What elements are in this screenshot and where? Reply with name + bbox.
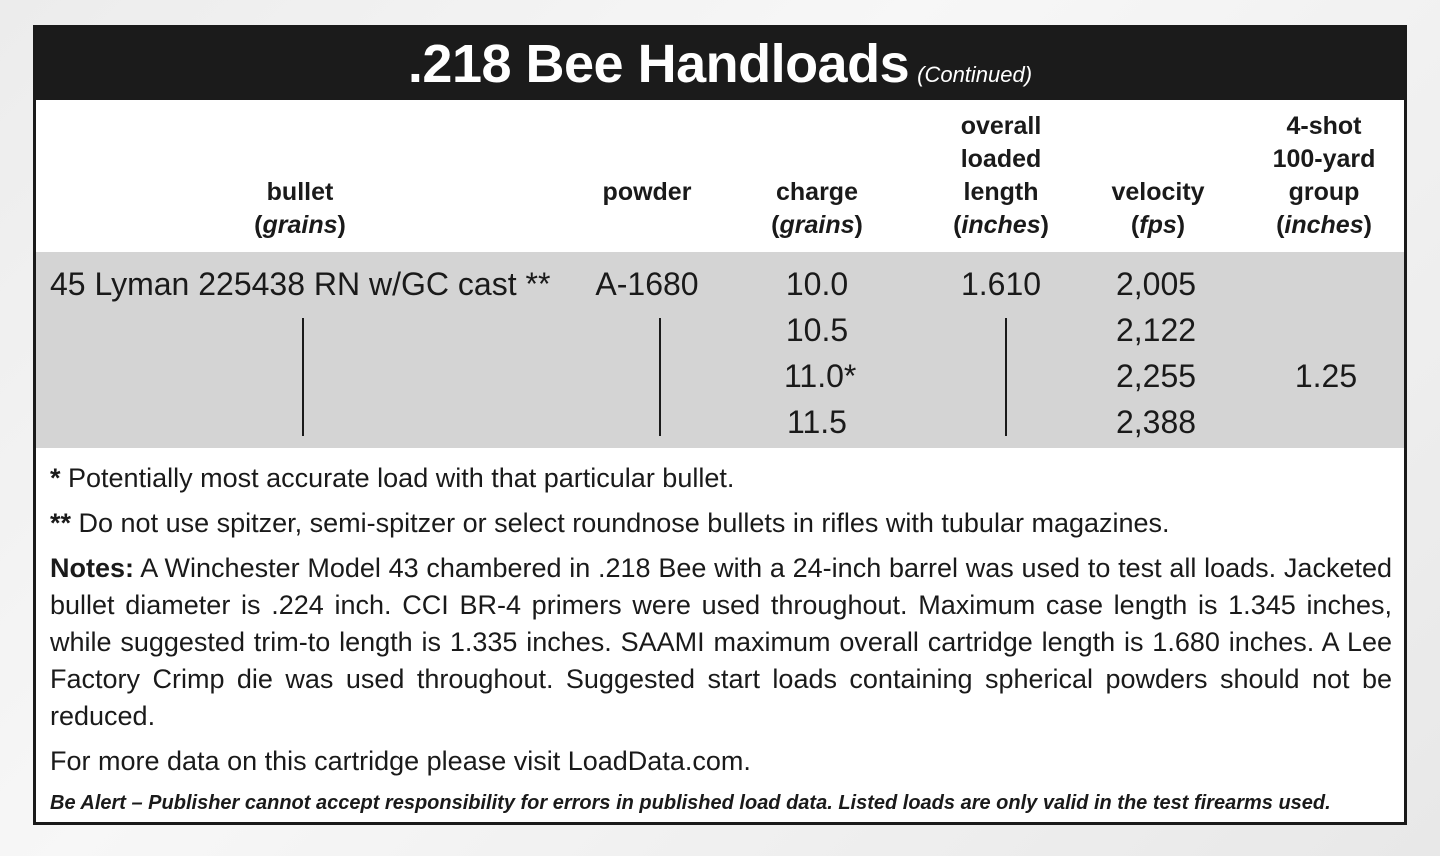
- ditto-line-bullet: [302, 318, 304, 436]
- title-bar: [36, 28, 1404, 100]
- column-headers: [36, 100, 1404, 252]
- cell-charge: 10.5: [785, 312, 849, 348]
- header-group: 4-shot 100-yard group (inches): [1272, 112, 1376, 239]
- alert-disclaimer: Be Alert – Publisher cannot accept responsibility for errors in published load data. Listed loads are only valid in the test firearms used.: [50, 792, 1331, 814]
- cell-charge: 11.0*: [784, 358, 857, 394]
- header-charge: charge (grains): [771, 178, 863, 239]
- cell-velocity: 2,005: [1115, 266, 1197, 302]
- cell-bullet: 45 Lyman 225438 RN w/GC cast **: [50, 266, 551, 302]
- load-data-table: [33, 25, 1407, 825]
- cell-charge: 10.0: [785, 266, 849, 302]
- cell-velocity: 2,255: [1115, 358, 1197, 394]
- cell-velocity: 2,388: [1115, 404, 1197, 440]
- header-overall-loaded-length: overall loaded length (inches): [953, 112, 1049, 239]
- header-velocity: velocity (fps): [1111, 178, 1205, 239]
- ditto-line-length: [1005, 318, 1007, 436]
- title-continued: (Continued): [917, 62, 1033, 87]
- ditto-line-powder: [659, 318, 661, 436]
- cell-charge: 11.5: [787, 404, 847, 440]
- cell-group: 1.25: [1294, 358, 1358, 394]
- cell-powder: A-1680: [595, 266, 699, 302]
- more-data-line: For more data on this cartridge please visit LoadData.com.: [50, 746, 751, 776]
- notes-section: [50, 460, 1392, 788]
- cell-overall-length: 1.610: [960, 266, 1042, 302]
- header-powder: powder: [602, 178, 692, 206]
- header-bullet: bullet (grains): [254, 178, 346, 239]
- footnote-double-star: ** Do not use spitzer, semi-spitzer or select roundnose bullets in rifles with tubular magazines.: [50, 508, 1170, 538]
- data-rows: [36, 252, 1404, 448]
- footnote-single-star: * Potentially most accurate load with that particular bullet.: [50, 463, 735, 493]
- notes-paragraph: Notes: A Winchester Model 43 chambered in .218 Bee with a 24-inch barrel was used to test all loads. Jacketed bullet diameter is .224 inch. CCI BR-4 primers were used throughout. Maximum case length is 1.345 inches, while suggested trim-to length is 1.335 inches. SAAMI maximum overall cartridge length is 1.680 inches. A Lee Factory Crimp die was used throughout. Suggested start loads containing spherical powders should not be reduced.: [50, 553, 1392, 731]
- page-title: .218 Bee Handloads: [407, 34, 910, 94]
- cell-velocity: 2,122: [1115, 312, 1197, 348]
